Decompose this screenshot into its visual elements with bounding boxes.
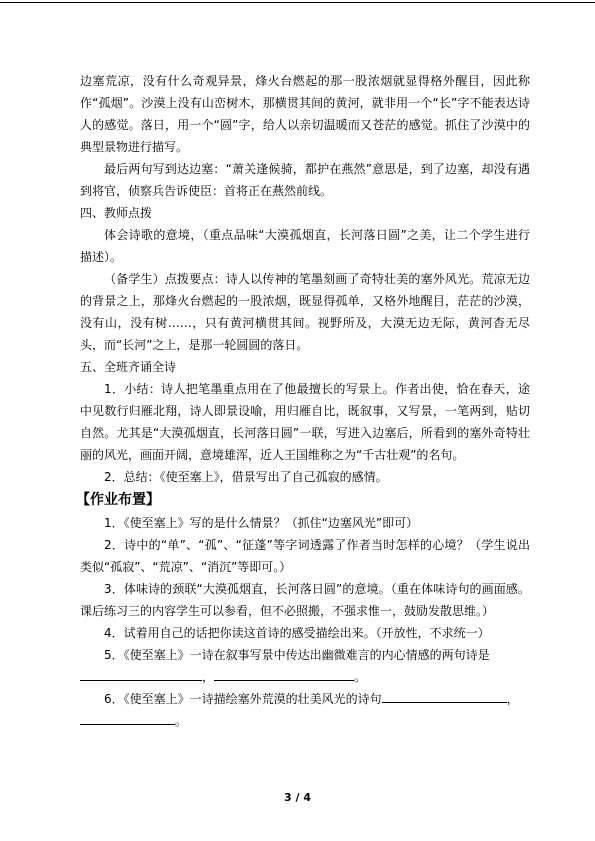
paragraph-key-points: （备学生）点拨要点：诗人以传神的笔墨刻画了奇特壮美的塞外风光。荒凉无边的背景之上，那烽火台燃起的一股浓烟，既显得孤单，又格外地醒目，茫茫的沙漠，没有山，没有树……，只有黄河横贯其间。视野所及，大漠无边无际，黄河杳无尽头，而“长河”之上，是那一轮圆圆的落日。 xyxy=(80,272,530,352)
homework-question-6: 6．《使至塞上》一诗描绘塞外荒漠的壮美风光的诗句 ， xyxy=(80,688,530,710)
homework-question-6-blanks: 。 xyxy=(80,710,530,732)
homework-question-5: 5．《使至塞上》一诗在叙事写景中传达出幽微难言的内心情感的两句诗是 xyxy=(104,648,490,662)
answer-blank[interactable] xyxy=(214,666,354,681)
homework-title: 【作业布置】 xyxy=(76,492,160,508)
page-number: 3 / 4 xyxy=(284,791,311,804)
section-heading-recitation: 五、全班齐诵全诗 xyxy=(80,360,177,374)
header-rule xyxy=(0,2,595,3)
paragraph-conclusion: 2．总结：《使至塞上》，借景写出了自己孤寂的感情。 xyxy=(104,470,388,484)
homework-question-4: 4．试着用自己的话把你读这首诗的感受描绘出来。（开放性，不求统一） xyxy=(104,626,490,640)
paragraph-desert-scenery: 边塞荒凉，没有什么奇观异景，烽火台燃起的那一股浓烟就显得格外醒目，因此称作“孤烟”。沙漠上没有山峦树木，那横贯其间的黄河，就非用一个“长”字不能表达诗人的感觉。落日，用一个“圆”字，给人以亲切温暖而又苍茫的感觉。抓住了沙漠中的典型景物进行描写。 xyxy=(80,74,530,154)
answer-blank[interactable] xyxy=(80,666,202,681)
paragraph-imagery: 体会诗歌的意境，（重点品味“大漠孤烟直，长河落日圆”之美，让二个学生进行描述）。 xyxy=(80,228,530,264)
paragraph-summary: 1．小结：诗人把笔墨重点用在了他最擅长的写景上。作者出使，恰在春天，途中见数行归雁北翔，诗人即景设喻，用归雁自比，既叙事，又写景，一笔两到，贴切自然。尤其是“大漠孤烟直，长河落日圆”一联，写进入边塞后，所看到的塞外奇特壮丽的风光，画面开阔，意境雄浑，近人王国维称之为“千古壮观”的名句。 xyxy=(80,382,530,462)
homework-question-2: 2．诗中的“单”、“孤”、“征蓬”等字词透露了作者当时怎样的心境？（学生说出类似“孤寂”、“荒凉”、“消沉”等即可。） xyxy=(80,538,530,574)
answer-blank[interactable] xyxy=(382,688,507,703)
homework-question-5-blanks: ， 。 xyxy=(80,666,530,688)
document-body xyxy=(76,70,530,732)
answer-blank[interactable] xyxy=(80,710,175,725)
section-heading-teacher-guidance: 四、教师点拨 xyxy=(80,206,153,220)
homework-question-3: 3．体味诗的颈联“大漠孤烟直，长河落日圆”的意境。（重在体味诗句的画面感。课后练习三的内容学生可以参看，但不必照搬，不强求惟一，鼓励发散思维。） xyxy=(80,582,530,618)
homework-question-1: 1．《使至塞上》写的是什么情景？（抓住“边塞风光”即可） xyxy=(104,516,419,530)
paragraph-last-lines: 最后两句写到达边塞：“萧关逢候骑，都护在燕然”意思是，到了边塞，却没有遇到将官，侦察兵告诉使臣：首将正在燕然前线。 xyxy=(80,162,530,198)
